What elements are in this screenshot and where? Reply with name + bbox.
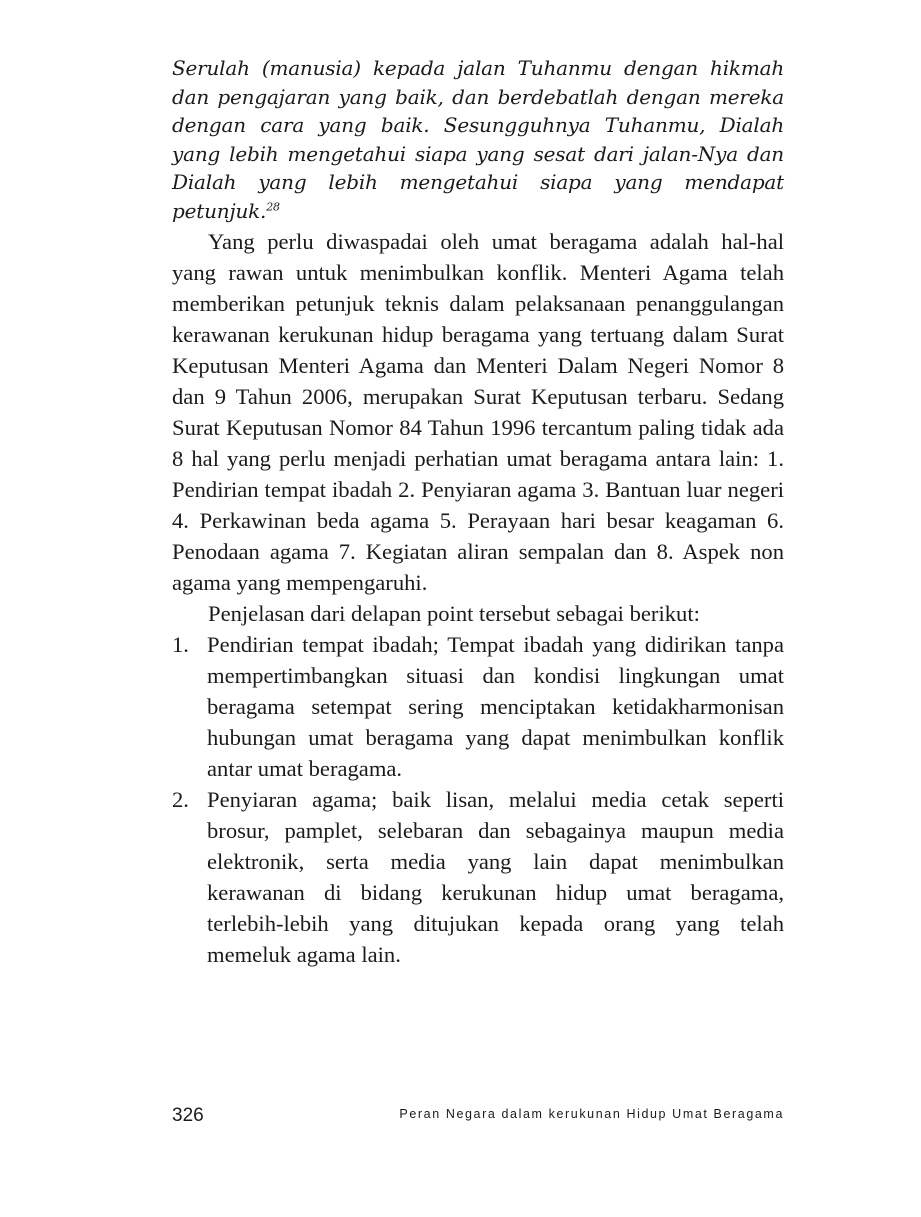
list-item-number: 2. [172, 787, 189, 812]
list-item [172, 784, 784, 970]
list-item-text: Penyiaran agama; baik lisan, melalui media cetak seperti brosur, pamplet, selebaran dan sebagainya maupun media elektronik, serta media yang lain dapat menimbulkan kerawanan di bidang kerukunan hidup umat beragama, terlebih-lebih yang ditujukan kepada orang yang telah memeluk agama lain. [207, 787, 784, 967]
running-title: Peran Negara dalam kerukunan Hidup Umat Beragama [399, 1107, 784, 1121]
paragraph-intro: Yang perlu diwaspadai oleh umat beragama adalah hal-hal yang rawan untuk menimbulkan konflik. Menteri Agama telah memberikan petunjuk teknis dalam pelaksanaan penanggulangan kerawanan kerukunan hidup beragama yang tertuang dalam Surat Keputusan Menteri Agama dan Menteri Dalam Negeri Nomor 8 dan 9 Tahun 2006, merupakan Surat Keputusan terbaru. Sedang Surat Keputusan Nomor 84 Tahun 1996 tercantum paling tidak ada 8 hal yang perlu menjadi perhatian umat beragama antara lain: 1. Pendirian tempat ibadah 2. Penyiaran agama 3. Bantuan luar negeri 4. Perkawinan beda agama 5. Perayaan hari besar keagaman 6. Penodaan agama 7. Kegiatan aliran sempalan dan 8. Aspek non agama yang mempengaruhi. [172, 229, 784, 595]
page-footer [172, 1105, 784, 1129]
quran-translation-quote [172, 54, 784, 225]
list-item-text: Pendirian tempat ibadah; Tempat ibadah yang didirikan tanpa mempertimbangkan situasi dan kondisi lingkungan umat beragama setempat sering menciptakan ketidakharmonisan hubungan umat beragama yang dapat menimbulkan konflik antar umat beragama. [207, 632, 784, 781]
body-text [172, 226, 784, 970]
numbered-list [172, 629, 784, 970]
list-item-number: 1. [172, 632, 189, 657]
list-item [172, 629, 784, 784]
footnote-reference: 28 [266, 199, 280, 213]
quote-text: Serulah (manusia) kepada jalan Tuhanmu dengan hikmah dan pengajaran yang baik, dan berdebatlah dengan mereka dengan cara yang baik. Sesungguhnya Tuhanmu, Dialah yang lebih mengetahui siapa yang sesat dari jalan-Nya dan Dialah yang lebih mengetahui siapa yang mendapat petunjuk. [172, 56, 784, 223]
paragraph-explanation-lead: Penjelasan dari delapan point tersebut sebagai berikut: [208, 601, 700, 626]
page-number: 326 [172, 1105, 204, 1126]
